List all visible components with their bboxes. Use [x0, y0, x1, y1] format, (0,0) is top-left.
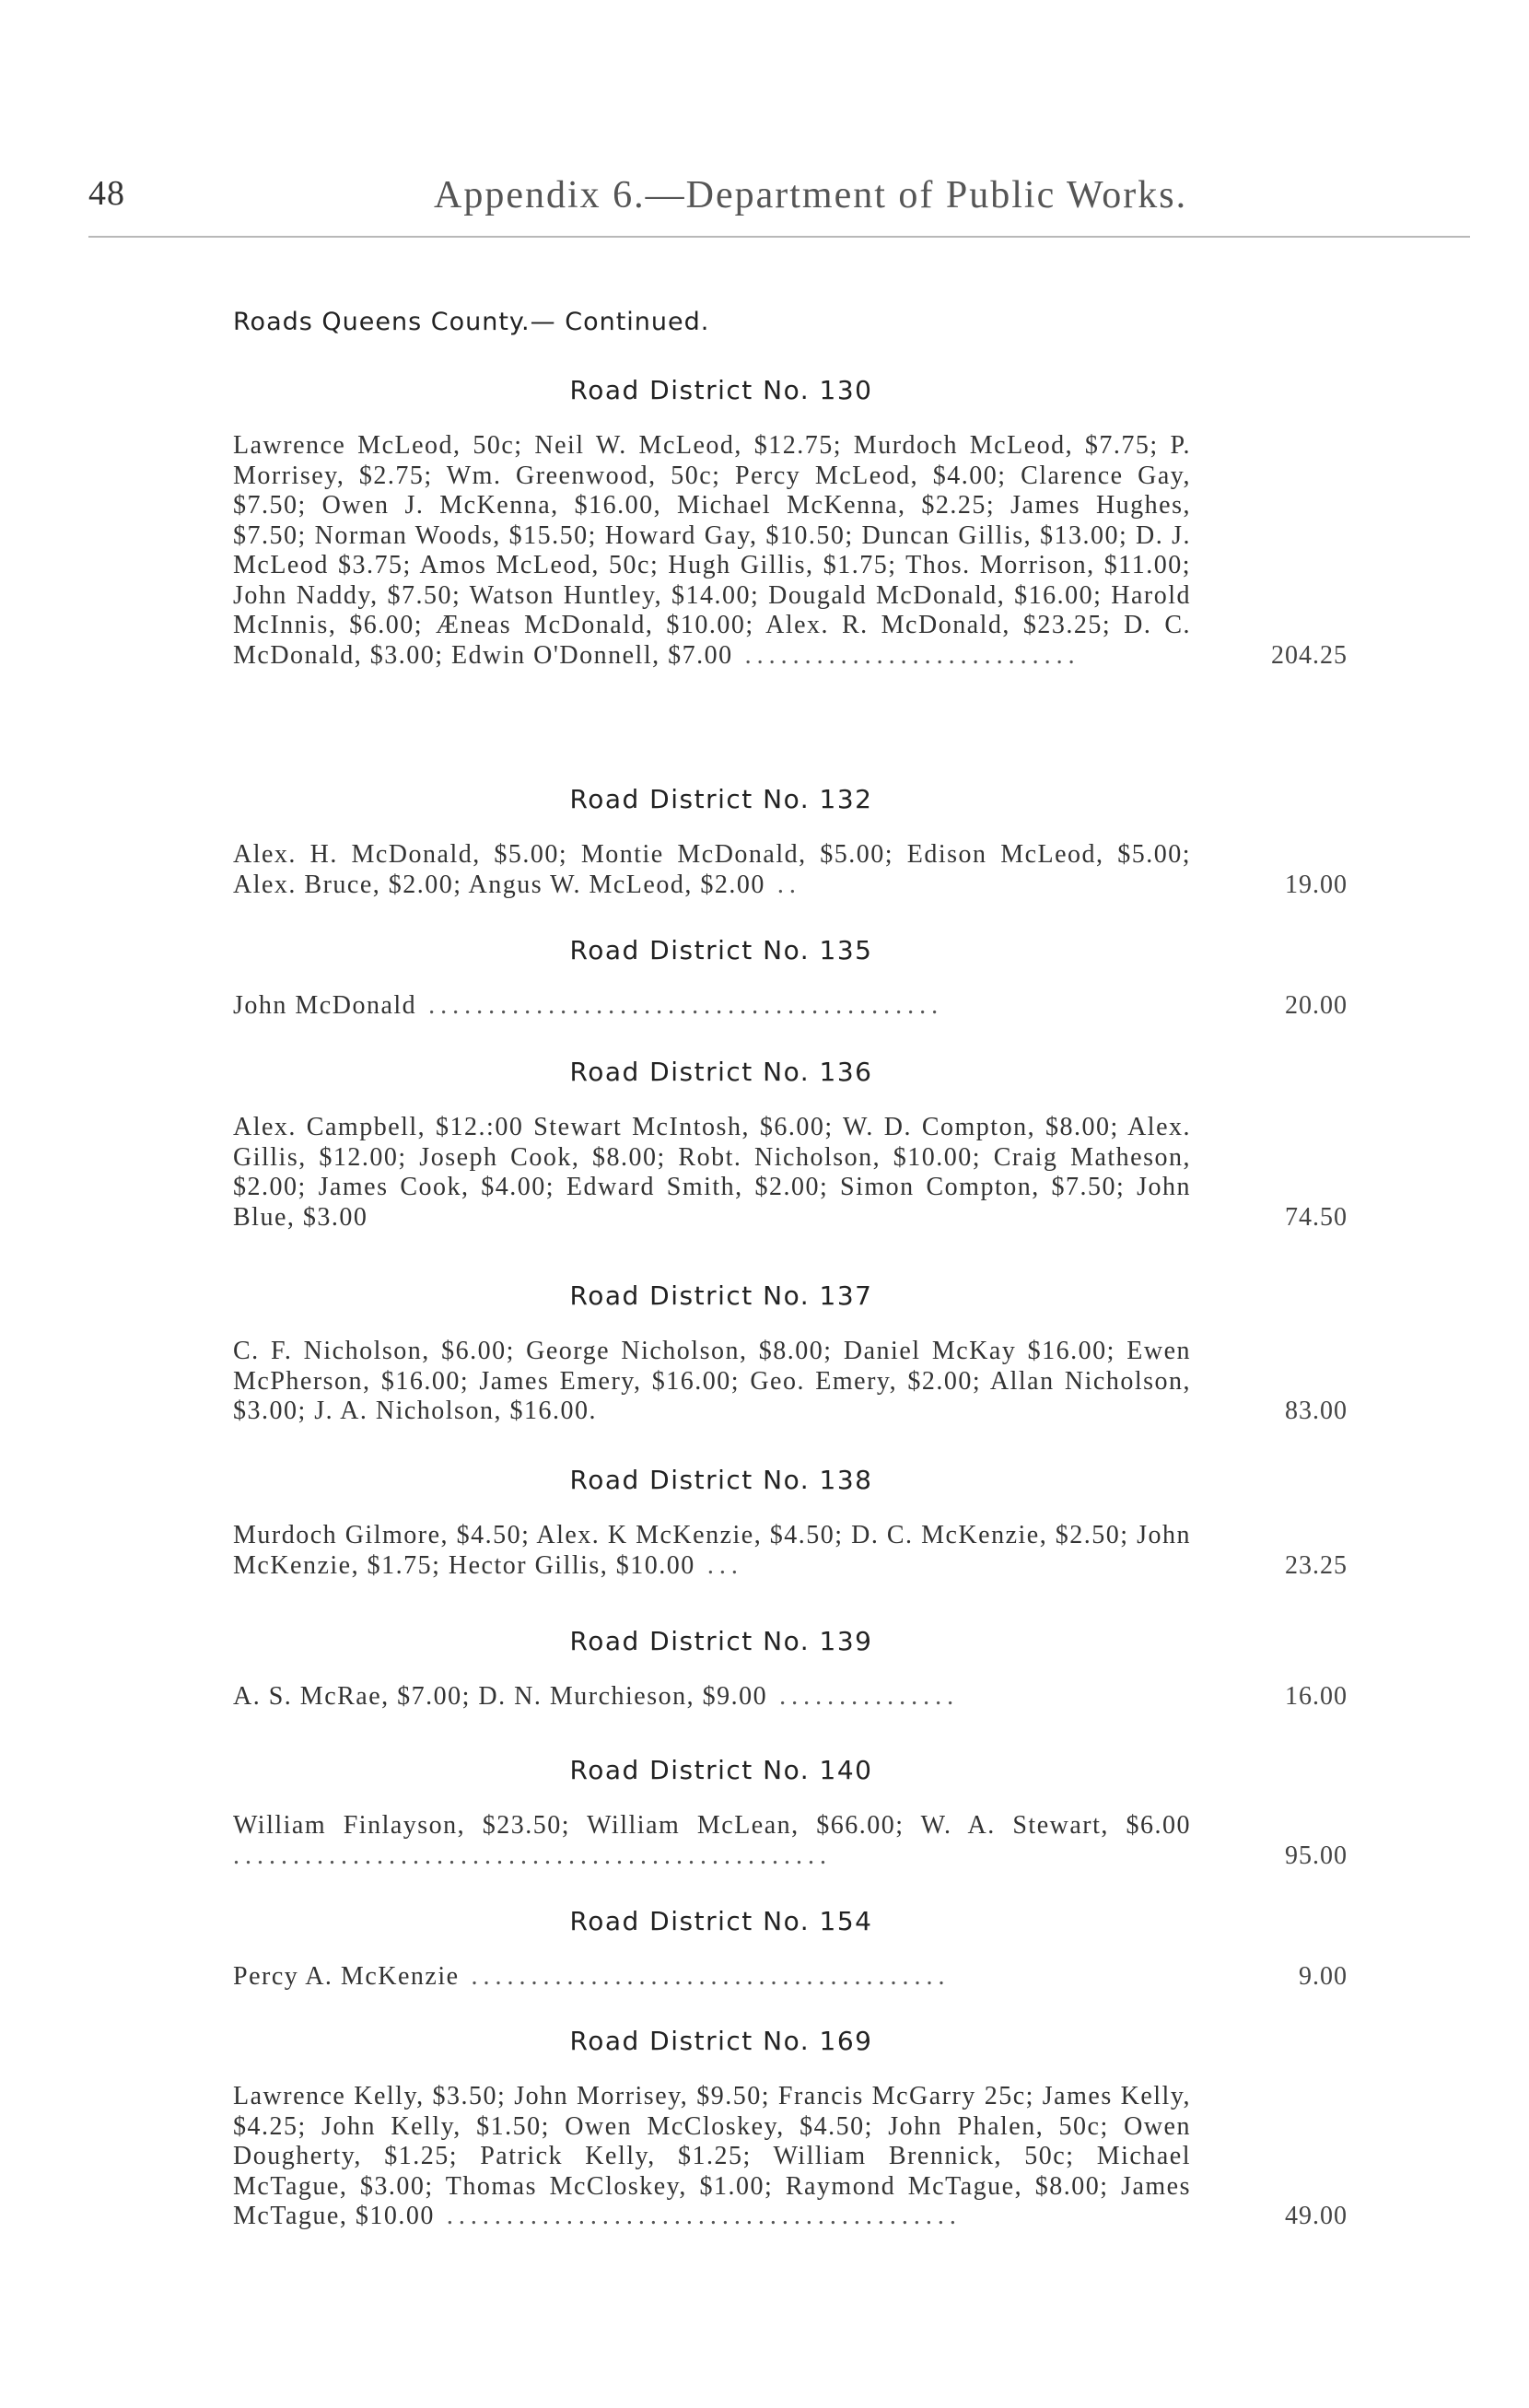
district-entry: [233, 1521, 1348, 1581]
dot-leader: ...........................................: [416, 991, 944, 1020]
district-entry: [233, 840, 1348, 900]
contributors-text: [233, 1337, 1191, 1427]
contributors-text: [233, 1811, 1191, 1871]
district-entry: [233, 1811, 1348, 1871]
district-entry: [233, 1962, 1348, 1993]
district-140: [233, 1752, 1348, 1871]
district-135: [233, 932, 1348, 1022]
contributors-text: [233, 1682, 1191, 1712]
contributors-list: John McDonald: [233, 991, 417, 1020]
dot-leader: ...........................................: [434, 2202, 962, 2230]
district-169: [233, 2023, 1348, 2232]
contributors-text: [233, 840, 1191, 900]
dot-leader: ........................................: [459, 1962, 951, 1991]
district-heading: Road District No. 137: [569, 1280, 873, 1311]
district-137: [233, 1278, 1348, 1427]
contributors-list: Lawrence Kelly, $3.50; John Morrisey, $9.50; Francis McGarry 25c; James Kelly, $4.25; John Kelly, $1.50; Owen McCloskey, $4.50; John Phalen, 50c; Owen Dougherty, $1.25; Patrick Kelly, $1.25; William Brennick, 50c; Michael McTague, $3.00; Thomas McCloskey, $1.00; Raymond McTague, $8.00; James McTague, $10.00: [233, 2082, 1191, 2230]
dot-leader: ............................: [732, 640, 1080, 670]
contributors-list: Percy A. McKenzie: [233, 1962, 460, 1991]
district-130: [233, 372, 1348, 671]
contributors-list: Alex. H. McDonald, $5.00; Montie McDonald, $5.00; Edison McLeod, $5.00; Alex. Bruce, $2.00; Angus W. McLeod, $2.00: [233, 840, 1191, 899]
district-entry: [233, 1337, 1348, 1427]
district-heading: Road District No. 139: [569, 1626, 873, 1656]
district-136: [233, 1054, 1348, 1233]
district-entry: [233, 991, 1348, 1022]
district-total: 20.00: [1285, 991, 1348, 1020]
district-total: 19.00: [1285, 870, 1348, 899]
page-number: 48: [88, 174, 125, 213]
contributors-list: C. F. Nicholson, $6.00; George Nicholson, $8.00; Daniel McKay $16.00; Ewen McPherson, $16.00; James Emery, $16.00; Geo. Emery, $2.00; Allan Nicholson, $3.00; J. A. Nicholson, $16.00.: [233, 1337, 1191, 1425]
district-total: 23.25: [1285, 1550, 1348, 1580]
district-132: [233, 781, 1348, 900]
district-heading: Road District No. 136: [569, 1057, 873, 1087]
running-head-title: Appendix 6.—Department of Public Works.: [434, 174, 1188, 216]
dot-leader: ..................................................: [233, 1841, 832, 1870]
district-total: 204.25: [1271, 640, 1348, 670]
district-total: 83.00: [1285, 1397, 1348, 1425]
contributors-list: Alex. Campbell, $12.:00 Stewart McIntosh, $6.00; W. D. Compton, $8.00; Alex. Gillis, $12.00; Joseph Cook, $8.00; Robt. Nicholson, $10.00; Craig Matheson, $2.00; James Cook, $4.00; Edward Smith, $2.00; Simon Compton, $7.50; John Blue, $3.00: [233, 1113, 1191, 1232]
district-heading: Road District No. 169: [569, 2026, 873, 2056]
district-total: 74.50: [1285, 1202, 1348, 1232]
contributors-text: [233, 431, 1191, 671]
district-heading: Road District No. 140: [569, 1755, 873, 1785]
dot-leader: ...: [694, 1550, 743, 1580]
district-138: [233, 1462, 1348, 1581]
contributors-list: Lawrence McLeod, 50c; Neil W. McLeod, $12.75; Murdoch McLeod, $7.75; P. Morrisey, $2.75; Wm. Greenwood, 50c; Percy McLeod, $4.00; Clarence Gay, $7.50; Owen J. McKenna, $16.00, Michael McKenna, $2.25; James Hughes, $7.50; Norman Woods, $15.50; Howard Gay, $10.50; Duncan Gillis, $13.00; D. J. McLeod $3.75; Amos McLeod, 50c; Hugh Gillis, $1.75; Thos. Morrison, $11.00; John Naddy, $7.50; Watson Huntley, $14.00; Dougald McDonald, $16.00; Harold McInnis, $6.00; Æneas McDonald, $10.00; Alex. R. McDonald, $23.25; D. C. McDonald, $3.00; Edwin O'Donnell, $7.00: [233, 431, 1191, 670]
district-154: [233, 1903, 1348, 1993]
district-total: 16.00: [1285, 1682, 1348, 1711]
contributors-list: Murdoch Gilmore, $4.50; Alex. K McKenzie, $4.50; D. C. McKenzie, $2.50; John McKenzie, $1.75; Hector Gillis, $10.00: [233, 1521, 1191, 1580]
contributors-list: William Finlayson, $23.50; William McLean, $66.00; W. A. Stewart, $6.00: [233, 1811, 1191, 1840]
contributors-text: [233, 991, 1191, 1022]
contributors-text: [233, 1962, 1191, 1993]
contributors-text: [233, 1521, 1191, 1581]
district-entry: [233, 431, 1348, 671]
dot-leader: ...............: [767, 1682, 960, 1711]
contributors-text: [233, 2082, 1191, 2232]
district-heading: Road District No. 154: [569, 1906, 873, 1936]
district-heading: Road District No. 132: [569, 784, 873, 814]
district-entry: [233, 2082, 1348, 2232]
section-title: Roads Queens County.— Continued.: [233, 308, 710, 336]
district-total: 95.00: [1285, 1841, 1348, 1870]
district-total: 49.00: [1285, 2202, 1348, 2230]
dot-leader: ..: [764, 870, 801, 899]
district-heading: Road District No. 138: [569, 1465, 873, 1495]
district-heading: Road District No. 135: [569, 935, 873, 965]
district-heading: Road District No. 130: [569, 375, 873, 405]
district-entry: [233, 1682, 1348, 1712]
district-entry: [233, 1113, 1348, 1233]
district-139: [233, 1623, 1348, 1712]
district-total: 9.00: [1299, 1962, 1348, 1991]
contributors-list: A. S. McRae, $7.00; D. N. Murchieson, $9.00: [233, 1682, 768, 1711]
contributors-text: [233, 1113, 1191, 1233]
